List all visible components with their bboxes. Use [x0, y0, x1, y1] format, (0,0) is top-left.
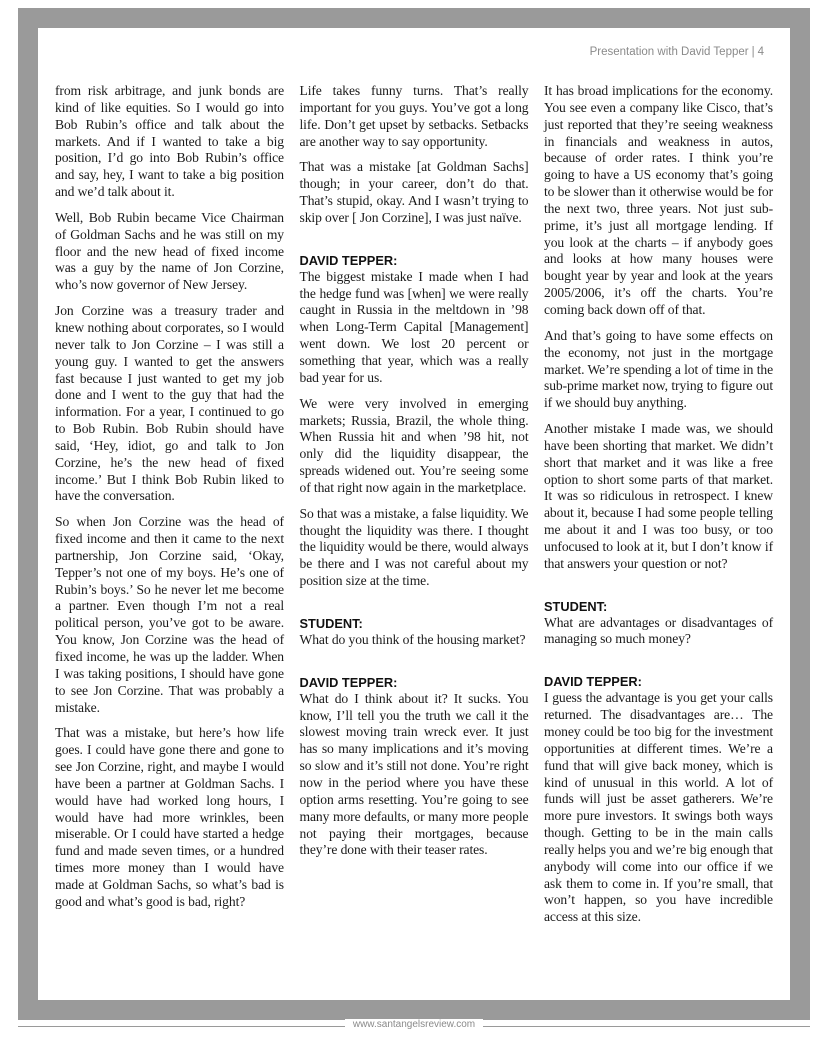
paragraph: And that’s going to have some effects on the economy, not just in the mortgage market. We’re spending a lot of time in the sub-prime market now, trying to figure out if we should buy anything. — [544, 327, 773, 411]
paragraph: Life takes funny turns. That’s really important for you guys. You’ve got a long life. Don’t get upset by setbacks. Setbacks are another way to say opportunity. — [299, 83, 529, 149]
paragraph: What do I think about it? It sucks. You know, I’ll tell you the truth we call it the slowest moving train wreck ever. It just has so many implications and it’s moving so slow and it’s still not done. You’re right now in the period where you have these option arms resetting. You’re going to see many more defaults, or many more people not paying their mortgages, because they’re done with their teaser rates. — [299, 690, 529, 858]
page-header — [590, 46, 764, 58]
paragraph: Well, Bob Rubin became Vice Chairman of Goldman Sachs and he was still on my floor and the new head of fixed income was a guy by the name of Jon Corzine, who’s now governor of New Jersey. — [55, 209, 284, 293]
paragraph: It has broad implications for the economy. You see even a company like Cisco, that’s just reported that they’re seeing weakness in financials and weakness in autos, because of order rates. I think you’re going to have a US economy that’s going to be slower than it otherwise would be for the next two, three years. Not just sub-prime, it’s just all mortgage lending. If you look at the charts – if anybody goes and looks at how many houses were bought year by year and look at the years 2005/2006, it’s off the charts. You’re coming back down off of that. — [544, 83, 774, 317]
column-1 — [55, 83, 284, 935]
paragraph: So that was a mistake, a false liquidity. We thought the liquidity was there. I thought the liquidity would be there, would always be there and I was not careful about my position size at the time. — [299, 505, 529, 589]
speaker-heading: STUDENT: — [299, 615, 363, 631]
paragraph: So when Jon Corzine was the head of fixed income and then it came to the next partnership, Jon Corzine said, ‘Okay, Tepper’s not one of my boys. He’s one of Rubin’s boys.’ So he never let me become a partner. Even though I’m not a real political person, you’ve got to be aware. You know, Jon Corzine was the head of fixed income, he was up the ladder. When I was taking positions, I should have gone to see Jon Corzine. That was probably a mistake. — [55, 514, 284, 715]
column-2 — [300, 83, 529, 935]
header-title: Presentation with David Tepper — [589, 46, 749, 58]
speaker-heading: STUDENT: — [544, 598, 608, 614]
speaker-heading: DAVID TEPPER: — [299, 252, 398, 268]
footer-url: www.santangelsreview.com — [345, 1019, 483, 1030]
paragraph: That was a mistake, but here’s how life goes. I could have gone there and gone to see Jon Corzine, right, and maybe I would have been a partner at Goldman Sachs. I would have had worked long hours, I would have had more wrinkles, been miserable. Or I could have started a hedge fund and made seven times, or a hundred times more money than I would have made at Goldman Sachs, so what’s bad is good and what’s good is bad, right? — [55, 725, 284, 909]
paragraph: I guess the advantage is you get your calls returned. The disadvantages are… The money could be too big for the investment opportunities at different times. We’re a fund that will give back money, which is kind of unusual in this world. A lot of funds will just be asset gatherers. We’re more pure investors. It swings both ways though. Getting to be in the main calls really helps you and we’re big enough that anybody will come into our office if we ask them to come in. If you’re small, that won’t happen, so you have incredible access at this size. — [544, 690, 773, 925]
speaker-heading: DAVID TEPPER: — [544, 674, 642, 690]
paragraph: We were very involved in emerging markets; Russia, Brazil, the whole thing. When Russia hit and when ’98 hit, not only did the liquidity disappear, the spreads widened out. You’re seeing some of that right now again in the marketplace. — [299, 395, 529, 495]
paragraph: That was a mistake [at Goldman Sachs] though; in your career, don’t do that. That’s stupid, okay. And I wasn’t trying to skip over [ Jon Corzine], I was just naïve. — [299, 159, 529, 225]
page-footer — [0, 1019, 828, 1030]
speaker-heading: DAVID TEPPER: — [299, 674, 398, 690]
header-separator: | — [751, 46, 755, 58]
paragraph: The biggest mistake I made when I had the hedge fund was [when] we were really caught in Russia in the meltdown in ’98 when Long-Term Capital [Management] went down. We lost 20 percent or something that year, which was a really bad year for us. — [299, 268, 529, 385]
paragraph: Another mistake I made was, we should have been shorting that market. We didn’t short that market and it was like a free option to short some parts of that market. It was so ridiculous in retrospect. I knew about it, because I had some people telling me about it and I was too busy, or too unfocused to look at it, but I don’t know if that answers your question or not? — [544, 421, 773, 571]
paragraph: from risk arbitrage, and junk bonds are kind of like equities. So I would go into Bob Rubin’s office and talk about the markets. And if I wanted to take a big position, I’d go into Bob Rubin’s office and say, hey, I want to take a big position and we’d talk about it. — [55, 83, 284, 200]
paragraph: What are advantages or disadvantages of managing so much money? — [544, 614, 773, 647]
page-frame — [18, 8, 810, 1020]
paragraph: What do you think of the housing market? — [299, 631, 526, 647]
paragraph: Jon Corzine was a treasury trader and knew nothing about corporates, so I would never talk to Jon Corzine – I was still a young guy. I wanted to get the answers fast because I just wanted to get my job done and I went to the guy that had the information. For a year, I continued to go to Bob Rubin. Bob Rubin should have said, ‘Hey, idiot, go and talk to Jon Corzine, he’s the new head of fixed income.’ But I think Bob Rubin liked to have the conversation. — [55, 303, 284, 504]
column-3 — [544, 83, 773, 935]
page-number: 4 — [757, 46, 764, 58]
article-body — [55, 83, 773, 935]
